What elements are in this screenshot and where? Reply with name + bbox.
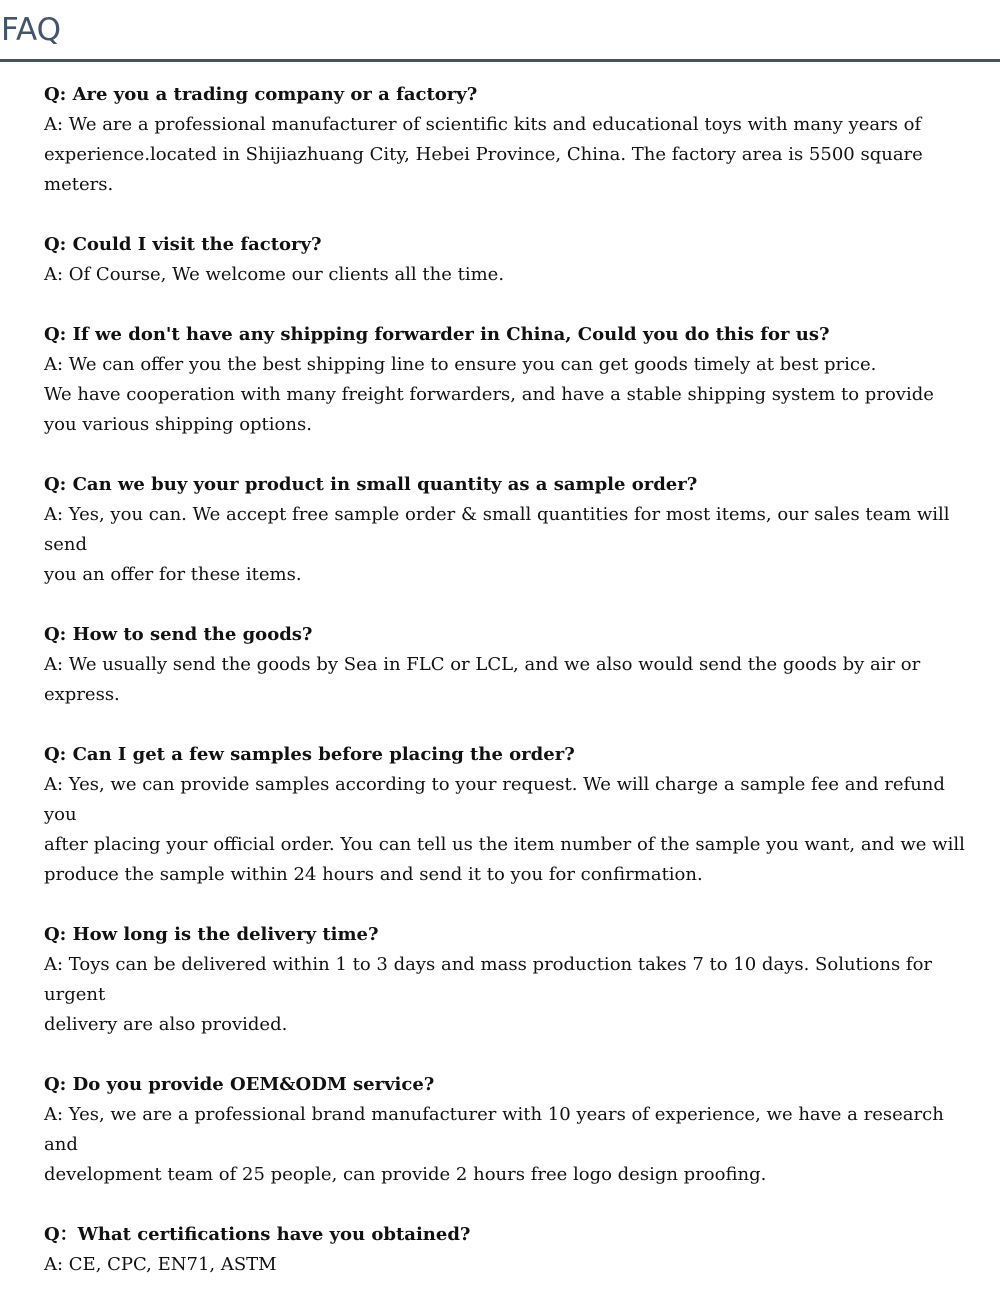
faq-list — [44, 80, 974, 1310]
faq-answer: A: Yes, we are a professional brand manufacturer with 10 years of experience, we have a research and development team of 25 people, can provide 2 hours free logo design proofing. — [44, 1104, 944, 1185]
faq-question: Q: Can I get a few samples before placing the order? — [44, 744, 575, 765]
faq-header — [0, 0, 1000, 60]
faq-answer: A: We usually send the goods by Sea in FLC or LCL, and we also would send the goods by air or express. — [44, 654, 921, 705]
faq-question: Q: Are you a trading company or a factory? — [44, 84, 478, 105]
faq-item — [44, 620, 974, 710]
faq-item — [44, 320, 974, 440]
faq-item — [44, 1220, 974, 1280]
faq-answer: A: Of Course, We welcome our clients all the time. — [44, 264, 505, 285]
header-divider — [0, 59, 1000, 62]
faq-item — [44, 920, 974, 1040]
faq-item — [44, 230, 974, 290]
faq-question: Q: How to send the goods? — [44, 624, 313, 645]
faq-answer: A: Toys can be delivered within 1 to 3 days and mass production takes 7 to 10 days. Solutions for urgent delivery are also provided. — [44, 954, 933, 1035]
faq-question: Q: Could I visit the factory? — [44, 234, 322, 255]
faq-question: Q: Can we buy your product in small quantity as a sample order? — [44, 474, 698, 495]
faq-item — [44, 80, 974, 200]
faq-question: Q: How long is the delivery time? — [44, 924, 379, 945]
faq-item — [44, 470, 974, 590]
faq-item — [44, 1070, 974, 1190]
page-title: FAQ — [1, 12, 62, 48]
faq-item — [44, 740, 974, 890]
faq-answer: A: We can offer you the best shipping line to ensure you can get goods timely at best price. We have cooperation with many freight forwarders, and have a stable shipping system to provide you various shipping options. — [44, 354, 934, 435]
faq-question: Q：What certifications have you obtained? — [44, 1224, 471, 1245]
faq-question: Q: If we don't have any shipping forwarder in China, Could you do this for us? — [44, 324, 830, 345]
faq-answer: A: Yes, we can provide samples according to your request. We will charge a sample fee and refund you after placing your official order. You can tell us the item number of the sample you want, and we will produce the sample within 24 hours and send it to you for confirmation. — [44, 774, 965, 885]
faq-answer: A: We are a professional manufacturer of scientific kits and educational toys with many years of experience.located in Shijiazhuang City, Hebei Province, China. The factory area is 5500 square meters. — [44, 114, 923, 195]
faq-answer: A: Yes, you can. We accept free sample order & small quantities for most items, our sales team will send you an offer for these items. — [44, 504, 950, 585]
faq-answer: A: CE, CPC, EN71, ASTM — [44, 1254, 277, 1275]
faq-question: Q: Do you provide OEM&ODM service? — [44, 1074, 435, 1095]
